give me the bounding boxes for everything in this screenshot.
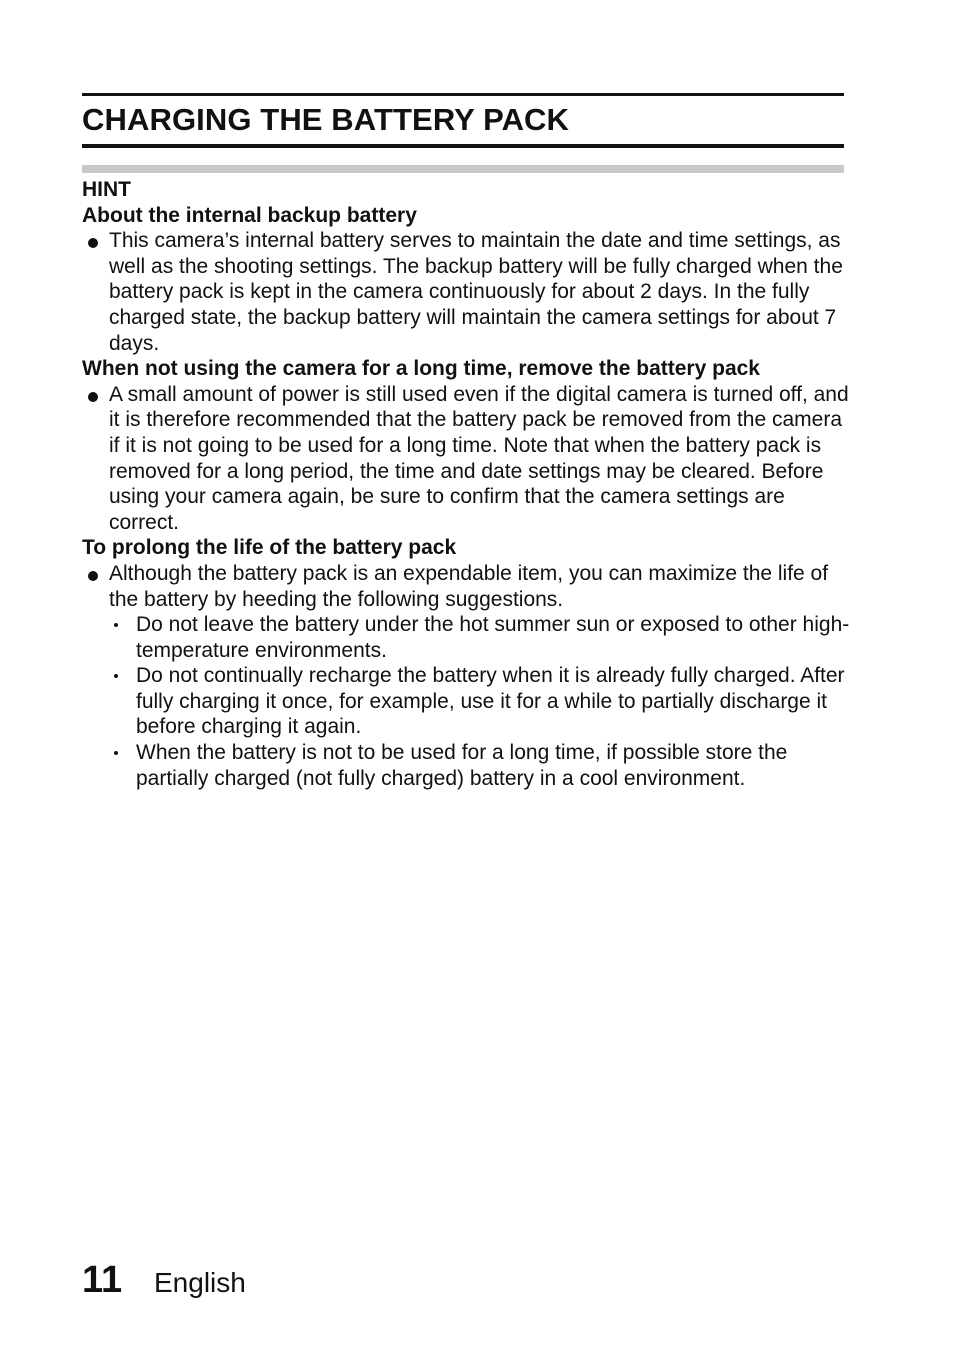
hint-label: HINT (82, 178, 131, 201)
bullet-remove-battery (82, 382, 852, 536)
section-heading-remove-battery: When not using the camera for a long time, remove the battery pack (82, 357, 760, 381)
hint-box (82, 177, 852, 791)
sub-bullet-mark-icon (114, 623, 118, 627)
sub-bullet-text: When the battery is not to be used for a long time, if possible store the partially charged (not fully charged) battery in a cool environment. (136, 741, 788, 790)
section-heading-prolong-life: To prolong the life of the battery pack (82, 536, 457, 560)
bullet-text: A small amount of power is still used even if the digital camera is turned off, and it is therefore recommended that the battery pack be removed from the camera if it is not going to be used for a long time. Note that when the battery pack is removed for a long period, the time and date settings may be cleared. Before using your camera again, be sure to confirm that the camera settings are correct. (109, 382, 849, 534)
bullet-dot-icon (88, 238, 98, 248)
title-top-rule (82, 93, 844, 96)
bullet-text: Although the battery pack is an expendable item, you can maximize the life of the battery by heeding the following suggestions. (109, 561, 829, 611)
bullet-backup-battery (82, 228, 852, 356)
sub-bullet-storage (82, 740, 852, 791)
sub-bullet-recharge (82, 663, 852, 740)
sub-bullet-mark-icon (114, 751, 118, 755)
bullet-text: This camera’s internal battery serves to maintain the date and time settings, as well as the shooting settings. The backup battery will be fully charged when the battery pack is kept in the camera continuously for about 2 days. In the fully charged state, the backup battery will maintain the camera settings for about 7 days. (109, 229, 843, 355)
bullet-dot-icon (88, 392, 98, 402)
page-number: 11 (82, 1259, 123, 1301)
bullet-dot-icon (88, 571, 98, 581)
sub-bullet-heat (82, 612, 852, 663)
sub-bullet-mark-icon (114, 674, 118, 678)
bullet-prolong-life (82, 561, 852, 612)
language-label: English (154, 1267, 246, 1298)
page-title: CHARGING THE BATTERY PACK (82, 102, 570, 137)
sub-bullet-text: Do not leave the battery under the hot summer sun or exposed to other high-temperature environments. (136, 613, 850, 662)
sub-bullet-text: Do not continually recharge the battery when it is already fully charged. After fully charging it once, for example, use it for a while to partially discharge it before charging it again. (136, 664, 845, 739)
title-bottom-rule (82, 144, 844, 148)
hint-gray-bar (82, 165, 844, 173)
section-heading-backup-battery: About the internal backup battery (82, 203, 417, 227)
